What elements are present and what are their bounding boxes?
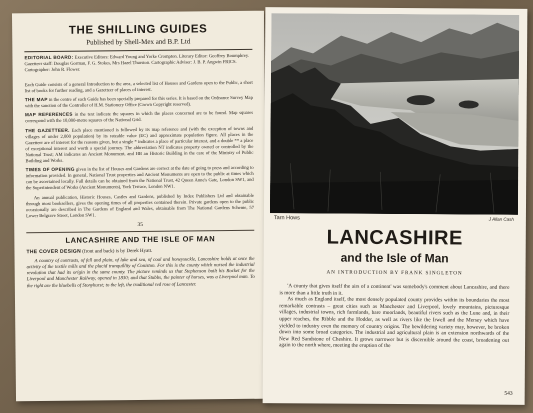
- photo-location-caption: Tarn Hows: [273, 215, 300, 222]
- right-page: [263, 7, 528, 405]
- map-paragraph: [25, 95, 253, 110]
- landscape-photo-image: [270, 13, 519, 215]
- cover-description: A country of contrasts, of fell and plain, of lake and sea, of coal and honeysuckle, Lancashire holds at once the activity of the textile mills and the placid tranquillity of Coniston. For this is the county which nursed the industrial revolution that had its origin in the same county. The picture reminds us that Stephenson built his Rocket for the Liverpool and Manchester Railway, opened in 1830; and that Stubbs, the painter of horses, was a Liverpool man. To the right are the bluebells of Stonyhurst; to the left, the traditional red rose of Lancaster.: [26, 256, 255, 289]
- cover-design-line: [26, 247, 254, 255]
- editorial-board: [24, 53, 252, 73]
- annual-publication-paragraph: An annual publication, Historic Houses, Castles and Gardens, published by Index Publishers Ltd and obtainable through most booksellers, gives the opening times of all properties contained therein. Private gardens open to the public occasionally are described in The Gardens of England and Wales, obtainable from The National Gardens Scheme, 57 Lower Belgrave Street, London SW1.: [25, 192, 255, 218]
- body-paragraph: 'A county that gives itself the airs of a continent' was somebody's comment about Lancashire, and there is more than a little truth in it.: [279, 283, 510, 297]
- title-rule: [24, 49, 252, 52]
- introduction-byline: AN INTRODUCTION BY FRANK SINGLETON: [326, 269, 463, 277]
- left-page-number: 35: [137, 221, 143, 228]
- right-page-number: 543: [504, 390, 513, 397]
- opening-times-heading: TIMES OF OPENING: [25, 166, 75, 173]
- section-rule: [26, 230, 254, 233]
- guide-series-title: THE SHILLING GUIDES: [68, 23, 208, 37]
- guide-intro-paragraph: Each Guide consists of a general Introduction to the area, a selected list of Houses and Gardens open to the Public, a short list of books for further reading, and a Gazetteer of places of interest.: [24, 79, 253, 94]
- cover-design-text: (front and back) is by Derek Hyatt.: [80, 248, 153, 255]
- map-references-paragraph: [25, 110, 253, 125]
- opening-times-text: given in the list of Houses and Gardens are correct at the date of going to press and according to information provided. In general, National Trust properties and Ancient Monuments are open to the public at times which can be ascertained locally. Full details can be obtained from the National Trust, 42 Queen Anne's Gate, London SW1, and the Superintendent of Works (Ancient Monuments), York Terrace, London NW1.: [25, 164, 254, 191]
- gazetteer-heading: THE GAZETTEER.: [25, 127, 70, 133]
- left-page: [12, 11, 268, 402]
- county-section-title: LANCASHIRE AND THE ISLE OF MAN: [65, 234, 216, 245]
- map-heading: THE MAP: [24, 97, 48, 103]
- opening-times-paragraph: [26, 165, 254, 192]
- county-subtitle: and the Isle of Man: [340, 250, 449, 266]
- editorial-heading: EDITORIAL BOARD:: [24, 54, 74, 61]
- gazetteer-text: Each place mentioned is followed by its map reference and (with the exception of towns and villages of under 2,000 population) by its rateable value (EC) and approximate population figure. All places in the Gazetteer are of interest for the reasons given, but a single * indicates a place of particular interest, and a double ** a place of exceptional interest and worth a special journey. The abbreviation NT indicates property owned or controlled by the National Trust; AM indicates an Ancient Monument, and HB an Historic Building in the care of the Ministry of Public Building and Works.: [25, 125, 254, 164]
- photo-caption: [273, 215, 514, 222]
- editorial-text: Executive Editors: Edward Young and Yorke Crompton. Literary Editor: Geoffrey Boumphrey. Gazetteer staff: Douglas Gorman, F. G. Stokes, Mrs Hazel Thurston. Cartographic Adviser: J. B. P. Angwin FRICS. Cartographer: John R. Flower.: [24, 52, 250, 73]
- county-title: LANCASHIRE: [326, 226, 463, 250]
- gazetteer-paragraph: [25, 125, 253, 164]
- map-references-text: in the text indicate the squares in which the places concerned are to be found. Map squares correspond with the 10,000-metre squares of the National Grid.: [25, 110, 254, 124]
- cover-design-heading: THE COVER DESIGN: [26, 248, 82, 256]
- map-text: in the centre of each Guide has been specially prepared for this series. It is based on the Ordnance Survey Map with the sanction of the Controller of H.M. Stationery Office (Crown Copyright reserved).: [24, 94, 253, 109]
- tarn-hows-photograph: [270, 13, 519, 215]
- body-paragraph: As much as England itself, the most densely populated county provides within its boundaries the most remarkable contrasts – great cities such as Manchester and Liverpool, lovely mountains, picturesque villages, industrial towns, rich farmlands, bare moorlands, beautiful rivers such as the Lune and, in their upper reaches, the Ribble and the Hodder, as well as rivers like the Irwell and the Mersey which have yielded to industry even the memory of country origins. The bewildering variety may, however, be broken down into some broad categories. The industrial and agricultural plain is an extension northwards of the New Red Sandstone of Cheshire. It grows narrower but is discernible around the coast, broadening out again to the north where, meeting the eruption of the: [279, 296, 510, 350]
- photo-credit: J Allan Cash: [488, 216, 514, 222]
- map-references-heading: MAP REFERENCES: [25, 112, 73, 118]
- introduction-body: [279, 283, 509, 351]
- publisher-line: Published by Shell-Mex and B.P. Ltd: [86, 37, 191, 47]
